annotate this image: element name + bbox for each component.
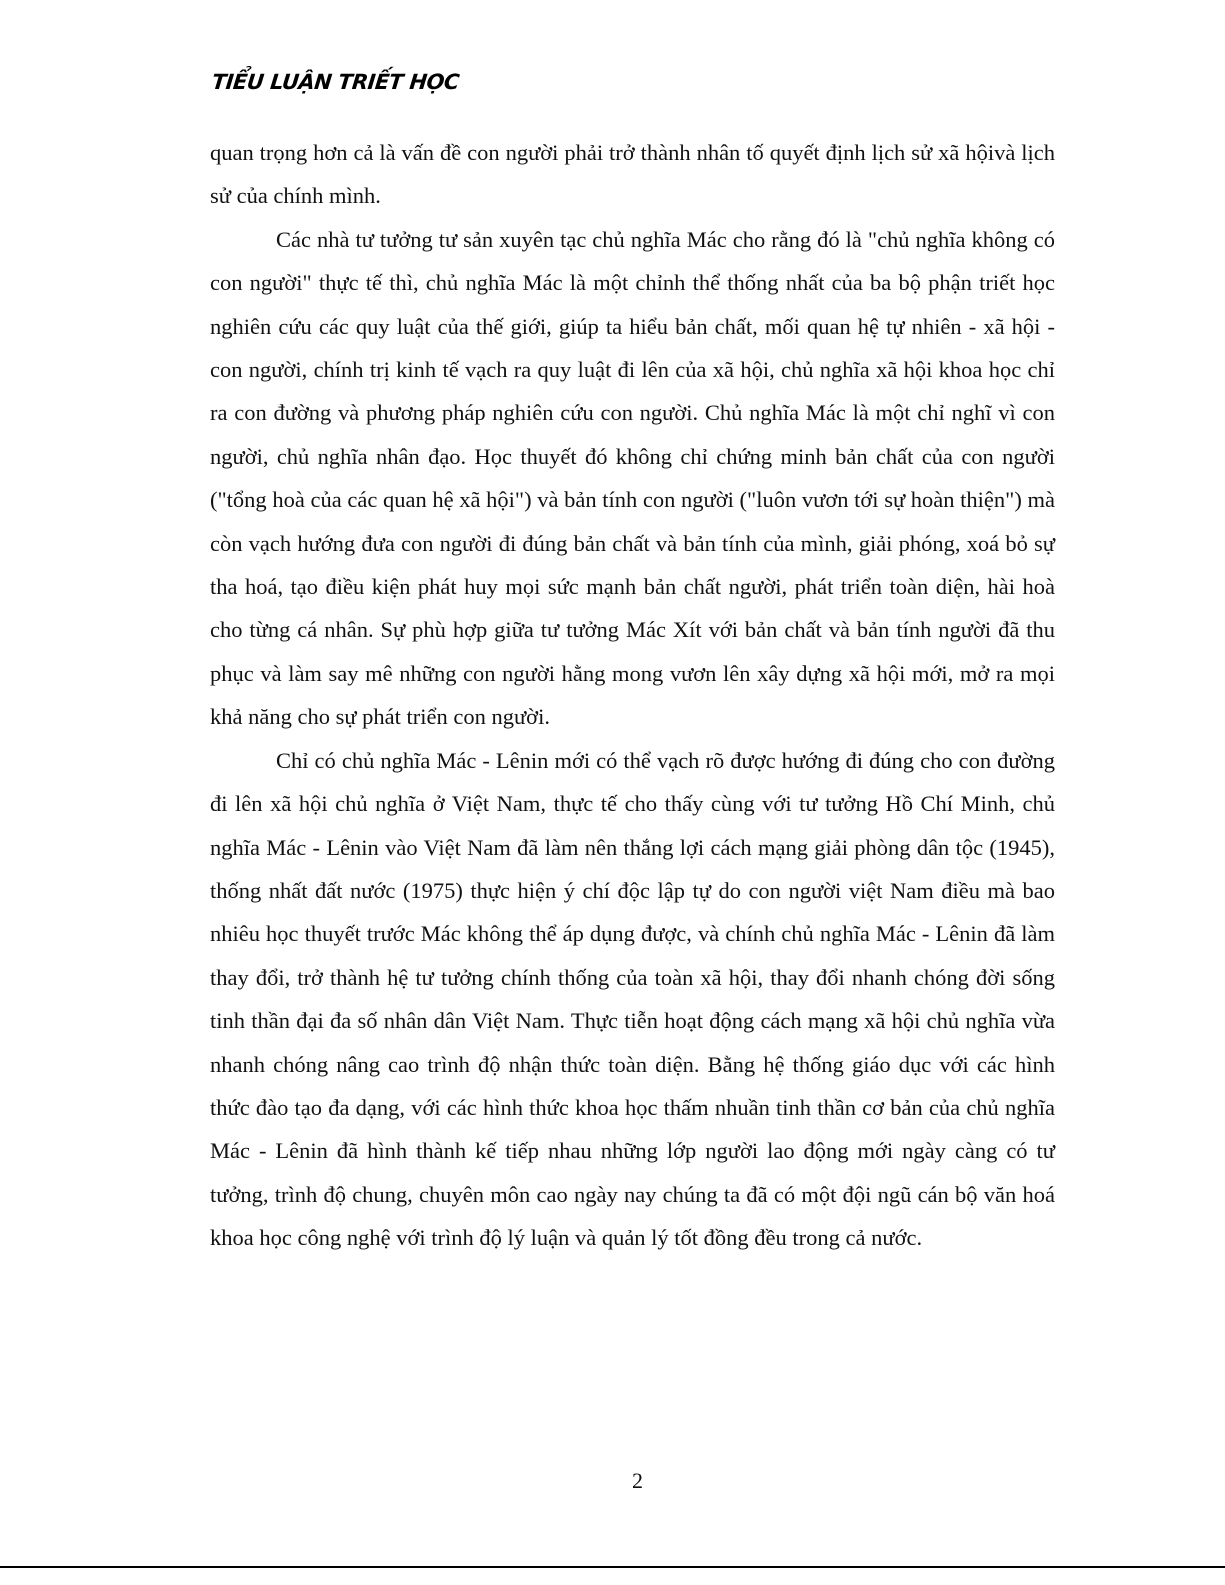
- page-header-title: TIỂU LUẬN TRIẾT HỌC: [210, 70, 461, 94]
- page-number: 2: [632, 1468, 643, 1493]
- page-bottom-divider: [0, 1566, 1225, 1568]
- paragraph-continuation: quan trọng hơn cả là vấn đề con người phải trở thành nhân tố quyết định lịch sử xã hộivà lịch sử của chính mình.: [210, 140, 1055, 209]
- paragraph-marxism-vietnam: Chỉ có chủ nghĩa Mác - Lênin mới có thể vạch rõ được hướng đi đúng cho con đường đi lên xã hội chủ nghĩa ở Việt Nam, thực tế cho thấy cùng với tư tưởng Hồ Chí Minh, chủ nghĩa Mác - Lênin vào Việt Nam đã làm nên thắng lợi cách mạng giải phòng dân tộc (1945), thống nhất đất nước (1975) thực hiện ý chí độc lập tự do con người việt Nam điều mà bao nhiêu học thuyết trước Mác không thể áp dụng được, và chính chủ nghĩa Mác - Lênin đã làm thay đổi, trở thành hệ tư tưởng chính thống của toàn xã hội, thay đổi nhanh chóng đời sống tinh thần đại đa số nhân dân Việt Nam. Thực tiễn hoạt động cách mạng xã hội chủ nghĩa vừa nhanh chóng nâng cao trình độ nhận thức toàn diện. Bằng hệ thống giáo dục với các hình thức đào tạo đa dạng, với các hình thức khoa học thấm nhuần tinh thần cơ bản của chủ nghĩa Mác - Lênin đã hình thành kế tiếp nhau những lớp người lao động mới ngày càng có tư tưởng, trình độ chung, chuyên môn cao ngày nay chúng ta đã có một đội ngũ cán bộ văn hoá khoa học công nghệ với trình độ lý luận và quản lý tốt đồng đều trong cả nước.: [210, 747, 1055, 1251]
- document-body: [210, 131, 1055, 1260]
- paragraph-marxism-humanism: Các nhà tư tưởng tư sản xuyên tạc chủ nghĩa Mác cho rằng đó là "chủ nghĩa không có con người" thực tế thì, chủ nghĩa Mác là một chỉnh thể thống nhất của ba bộ phận triết học nghiên cứu các quy luật của thế giới, giúp ta hiểu bản chất, mối quan hệ tự nhiên - xã hội - con người, chính trị kinh tế vạch ra quy luật đi lên của xã hội, chủ nghĩa xã hội khoa học chỉ ra con đường và phương pháp nghiên cứu con người. Chủ nghĩa Mác là một chỉ nghĩ vì con người, chủ nghĩa nhân đạo. Học thuyết đó không chỉ chứng minh bản chất của con người ("tổng hoà của các quan hệ xã hội") và bản tính con người ("luôn vươn tới sự hoàn thiện") mà còn vạch hướng đưa con người đi đúng bản chất và bản tính của mình, giải phóng, xoá bỏ sự tha hoá, tạo điều kiện phát huy mọi sức mạnh bản chất người, phát triển toàn diện, hài hoà cho từng cá nhân. Sự phù hợp giữa tư tưởng Mác Xít với bản chất và bản tính người đã thu phục và làm say mê những con người hằng mong vươn lên xây dựng xã hội mới, mở ra mọi khả năng cho sự phát triển con người.: [210, 226, 1055, 730]
